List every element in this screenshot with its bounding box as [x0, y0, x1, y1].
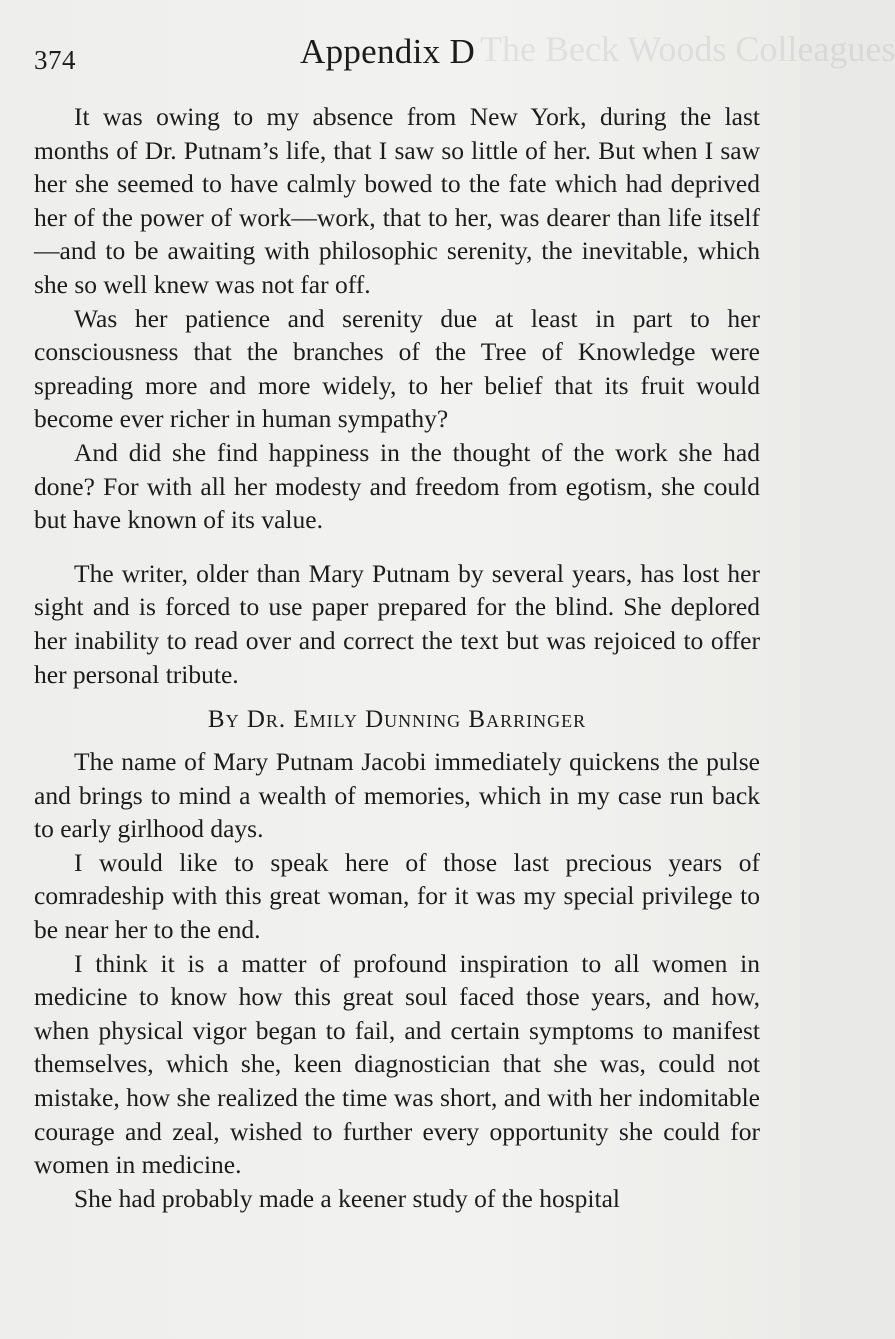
paragraph: She had probably made a keener study of the hospital — [74, 1183, 620, 1213]
paragraph: It was owing to my absence from New York, during the last months of Dr. Putnam’s life, that I saw so little of her. But when I saw her she seemed to have calmly bowed to the fate which had deprived her of the power of work—work, that to her, was dearer than life itself—and to be awaiting with philosophic serenity, the inevitable, which she so well knew was not far off. — [34, 102, 760, 299]
paragraph: And did she find happiness in the thought of the work she had done? For with all her modesty and freedom from egotism, she could but have known of its value. — [34, 437, 760, 535]
paragraph: I think it is a matter of profound inspiration to all women in medicine to know how this great soul faced those years, and how, when physical vigor began to fail, and certain symptoms to manifest themselves, which she, keen diagnostician that she was, could not mistake, how she realized the time was short, and with her indomitable courage and zeal, wished to further every opportunity she could for women in medicine. — [34, 948, 760, 1180]
byline-text: By Dr. Emily Dunning Barringer — [207, 706, 587, 734]
page-header — [34, 0, 760, 84]
paragraph: The name of Mary Putnam Jacobi immediately quickens the pulse and brings to mind a wealth of memories, which in my case run back to early girlhood days. — [34, 747, 760, 844]
page-number: 374 — [34, 45, 76, 75]
running-head: Appendix D — [300, 32, 476, 71]
section-barringer — [34, 745, 760, 1215]
writer-note: The writer, older than Mary Putnam by several years, has lost her sight and is forced to use paper prepared for the blind. She deplored her inability to read over and correct the text but was rejoiced to offer her personal tribute. — [34, 558, 760, 689]
bleed-through-text: The Beck Woods Colleagues — [480, 29, 895, 69]
paragraph: I would like to speak here of those last precious years of comradeship with this great woman, for it was my special privilege to be near her to the end. — [34, 847, 760, 945]
section-putnam-remembrance — [34, 100, 760, 537]
section-gap — [34, 537, 760, 557]
paragraph: Was her patience and serenity due at least in part to her consciousness that the branches of the Tree of Knowledge were spreading more and more widely, to her belief that its fruit would become ever richer in human sympathy? — [34, 303, 760, 434]
author-byline — [34, 691, 760, 745]
